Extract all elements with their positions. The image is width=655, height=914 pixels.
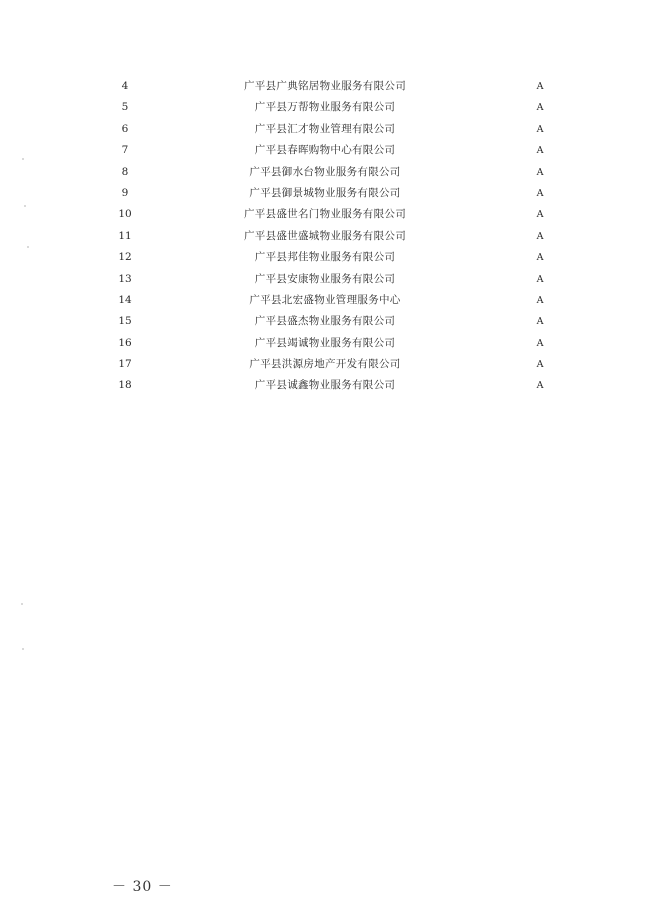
- company-name: 广平县诚鑫物业服务有限公司: [254, 379, 396, 392]
- table-row: [90, 140, 570, 161]
- row-number: 4: [121, 80, 129, 92]
- company-name: 广平县竭诚物业服务有限公司: [254, 336, 396, 349]
- scan-speck: [24, 205, 26, 207]
- company-name: 广平县御水台物业服务有限公司: [249, 165, 401, 178]
- company-name: 广平县邦佳物业服务有限公司: [254, 251, 396, 264]
- rating-grade: A: [536, 102, 544, 114]
- table-row: [90, 269, 570, 290]
- table-row: [90, 204, 570, 225]
- company-name: 广平县汇才物业管理有限公司: [254, 122, 396, 135]
- table-row: [90, 76, 570, 97]
- company-rating-table: [90, 76, 570, 397]
- company-name: 广平县广典铭居物业服务有限公司: [244, 80, 406, 92]
- scan-speck: [21, 603, 23, 605]
- table-row: [90, 226, 570, 247]
- table-row: [90, 183, 570, 204]
- company-name: 广平县盛杰物业服务有限公司: [254, 315, 396, 328]
- row-number: 14: [118, 293, 132, 306]
- company-name: 广平县北宏盛物业管理服务中心: [249, 293, 401, 306]
- table-row: [90, 333, 570, 354]
- rating-grade: A: [536, 359, 544, 371]
- row-number: 16: [118, 336, 132, 349]
- row-number: 18: [118, 379, 132, 392]
- row-number: 12: [118, 251, 132, 264]
- company-name: 广平县盛世名门物业服务有限公司: [244, 208, 406, 221]
- page-number: － 30 －: [112, 879, 173, 895]
- rating-grade: A: [536, 380, 544, 392]
- table-row: [90, 247, 570, 268]
- row-number: 6: [121, 122, 129, 135]
- rating-grade: A: [536, 123, 544, 135]
- company-name: 广平县安康物业服务有限公司: [254, 272, 396, 285]
- table-row: [90, 119, 570, 140]
- table-row: [90, 162, 570, 183]
- rating-grade: A: [536, 166, 544, 178]
- scan-speck: [22, 158, 24, 160]
- company-name: 广平县万帮物业服务有限公司: [254, 101, 396, 114]
- row-number: 13: [118, 272, 132, 285]
- company-name: 广平县御景城物业服务有限公司: [249, 186, 401, 199]
- rating-grade: A: [536, 316, 544, 328]
- row-number: 11: [118, 229, 132, 242]
- company-name: 广平县洪源房地产开发有限公司: [249, 358, 401, 371]
- rating-grade: A: [536, 230, 544, 242]
- company-name: 广平县盛世盛城物业服务有限公司: [244, 229, 406, 242]
- table-row: [90, 97, 570, 118]
- rating-grade: A: [536, 145, 544, 157]
- row-number: 5: [121, 101, 129, 114]
- row-number: 9: [121, 186, 129, 199]
- scan-speck: [27, 246, 29, 248]
- table-row: [90, 375, 570, 396]
- table-row: [90, 290, 570, 311]
- table-row: [90, 311, 570, 332]
- row-number: 15: [118, 315, 132, 328]
- company-name: 广平县春晖购物中心有限公司: [254, 144, 396, 157]
- rating-grade: A: [536, 294, 544, 306]
- rating-grade: A: [536, 187, 544, 199]
- rating-grade: A: [536, 337, 544, 349]
- table-row: [90, 354, 570, 375]
- rating-grade: A: [536, 209, 544, 221]
- scan-speck: [22, 648, 24, 650]
- row-number: 17: [118, 358, 132, 371]
- rating-grade: A: [536, 81, 544, 92]
- row-number: 7: [121, 144, 129, 157]
- row-number: 8: [121, 165, 129, 178]
- row-number: 10: [118, 208, 132, 221]
- rating-grade: A: [536, 273, 544, 285]
- rating-grade: A: [536, 252, 544, 264]
